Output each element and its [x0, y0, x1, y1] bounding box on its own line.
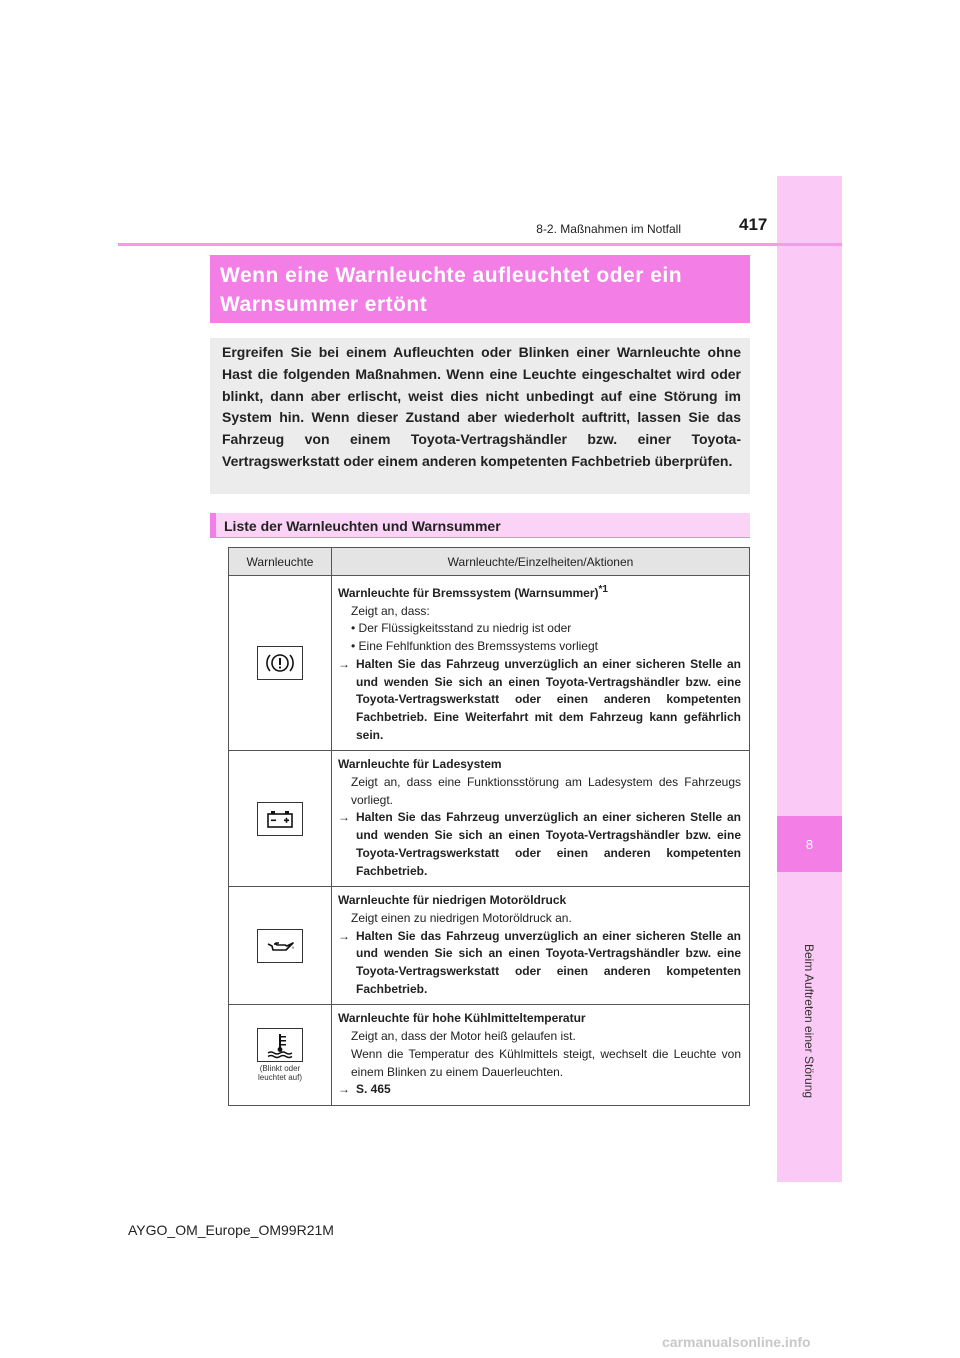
bullet-item: • Eine Fehlfunktion des Bremssystems vorliegt [351, 639, 598, 654]
subheading-rule [210, 537, 750, 538]
bullet-item: • Der Flüssigkeitsstand zu niedrig ist oder [351, 621, 572, 636]
header-rule [118, 243, 842, 246]
title-box [210, 255, 750, 323]
row-title: Warnleuchte für hohe Kühlmitteltemperatur [338, 1011, 586, 1026]
chapter-number: 8 [777, 816, 842, 872]
row-action: → Halten Sie das Fahrzeug unverzüglich an einer sicheren Stelle an und wenden Sie sich an einen Toyota-Vertragshändler bzw. eine Toyota-Vertragswerkstatt oder einen anderen kompetenten Fachbetrieb. [338, 928, 741, 999]
watermark: carmanualsonline.info [662, 1334, 811, 1350]
icon-cell [229, 751, 332, 887]
arrow-glyph: → [338, 928, 350, 943]
chapter-title: Beim Auftreten einer Störung [802, 943, 817, 1099]
subheading: Liste der Warnleuchten und Warnsummer [210, 513, 750, 537]
brake-warning-icon [257, 646, 303, 680]
icon-cell [229, 1005, 332, 1106]
row-action: → Halten Sie das Fahrzeug unverzüglich an einer sicheren Stelle an und wenden Sie sich an einen Toyota-Vertragshändler bzw. eine Toyota-Vertragswerkstatt oder einen anderen kompetenten Fachbetrieb. [338, 809, 741, 880]
table-row [229, 887, 750, 1005]
table-header-row [229, 548, 750, 576]
row-description-2: Wenn die Temperatur des Kühlmittels steigt, wechselt die Leuchte von einem Blinken zu einem Dauerleuchten. [351, 1046, 741, 1079]
row-description: Zeigt einen zu niedrigen Motoröldruck an. [351, 910, 572, 925]
oil-can-icon [257, 929, 303, 963]
row-title: Warnleuchte für Ladesystem [338, 757, 502, 772]
row-title: Warnleuchte für niedrigen Motoröldruck [338, 893, 567, 908]
row-title: Warnleuchte für Bremssystem (Warnsummer)$^{*1}$ [338, 584, 608, 600]
table-row [229, 1005, 750, 1106]
table-row [229, 576, 750, 751]
icon-cell [229, 887, 332, 1005]
column-header-details: Warnleuchte/Einzelheiten/Aktionen [332, 548, 750, 576]
arrow-glyph: → [338, 1082, 350, 1097]
arrow-glyph: → [338, 810, 350, 825]
row-description: Zeigt an, dass der Motor heiß gelaufen ist. [351, 1029, 576, 1044]
page-reference: S. 465 [356, 1082, 391, 1097]
icon-caption: (Blinkt oder leuchtet auf) [257, 1064, 303, 1083]
row-action: → Halten Sie das Fahrzeug unverzüglich an einer sicheren Stelle an und wenden Sie sich an einen Toyota-Vertragshändler bzw. eine Toyota-Vertragswerkstatt oder einen anderen kompetenten Fachbetrieb. Eine Weiterfahrt mit dem Fahrzeug kann gefährlich sein. [338, 656, 741, 745]
column-header-icon: Warnleuchte [229, 548, 332, 576]
page-title-line-1: Wenn eine Warnleuchte aufleuchtet oder ein [220, 264, 683, 287]
battery-icon [257, 802, 303, 836]
table-row [229, 751, 750, 887]
details-cell [332, 751, 750, 887]
coolant-temperature-icon [257, 1028, 303, 1062]
arrow-glyph: → [338, 656, 350, 671]
intro-box [210, 338, 750, 494]
page-title-line-2: Warnsummer ertönt [220, 293, 428, 316]
details-cell [332, 1005, 750, 1106]
row-description: Zeigt an, dass: [351, 603, 430, 618]
details-cell [332, 576, 750, 751]
footnote-marker: *1 [598, 584, 608, 595]
warning-light-table [228, 547, 750, 1106]
document-id: AYGO_OM_Europe_OM99R21M [128, 1222, 334, 1238]
page-number: 417 [739, 215, 768, 234]
chapter-side-tab [777, 176, 842, 1182]
icon-cell [229, 576, 332, 751]
details-cell [332, 887, 750, 1005]
section-label: 8-2. Maßnahmen im Notfall [536, 222, 681, 236]
row-action [338, 1081, 741, 1099]
intro-text: Ergreifen Sie bei einem Aufleuchten oder Blinken einer Warnleuchte ohne Hast die folgenden Maßnahmen. Wenn eine Leuchte eingeschaltet wird oder blinkt, dann aber erlischt, weist dies nicht unbedingt auf eine Störung im System hin. Wenn dieser Zustand aber wiederholt auftritt, lassen Sie das Fahrzeug von einem Toyota-Vertragshändler bzw. einer Toyota-Vertragswerkstatt oder einem anderen kompetenten Fachbetrieb überprüfen. [222, 344, 741, 469]
row-description: Zeigt an, dass eine Funktionsstörung am Ladesystem des Fahrzeugs vorliegt. [351, 775, 741, 807]
